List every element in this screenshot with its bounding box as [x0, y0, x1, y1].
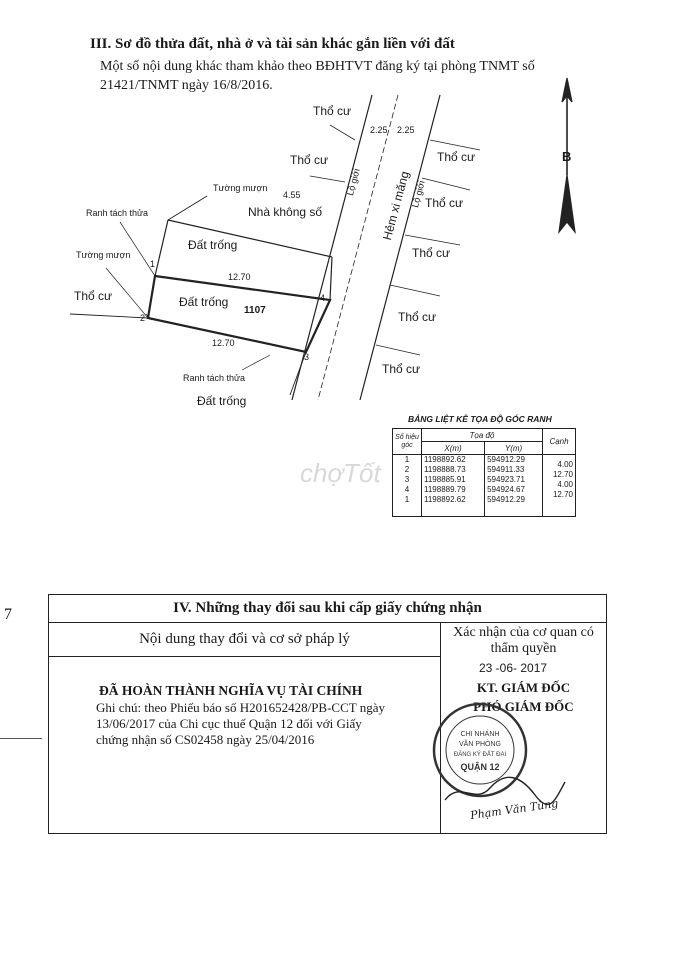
section3-title: III. Sơ đồ thửa đất, nhà ở và tài sản khác gắn liền với đất — [90, 36, 455, 52]
margin-rule — [0, 738, 42, 739]
coord-header-so-hieu: Số hiệu góc — [393, 429, 422, 455]
coord-header-x: X(m) — [422, 442, 485, 455]
label-nha-khong-so: Nhà không số — [248, 205, 323, 219]
stamp-line: VĂN PHÒNG — [458, 741, 502, 748]
label-ranh-tach-thua-bottom: Ranh tách thửa — [183, 373, 246, 383]
coord-row-id: 1 — [404, 455, 410, 464]
coord-row-id: 4 — [404, 485, 410, 494]
coord-table-title: BẢNG LIỆT KÊ TỌA ĐỘ GÓC RANH — [408, 414, 552, 424]
coord-table — [392, 428, 576, 517]
section3-note: Một số nội dung khác tham khảo theo BĐHTVT đăng ký tại phòng TNMT số 21421/TNMT ngày 16/8/2016. — [100, 59, 535, 93]
label-tho-cu-1: Thổ cư — [313, 104, 352, 118]
label-ranh-tach-thua-top: Ranh tách thửa — [86, 208, 149, 218]
coord-row-x: 1198888.73 — [424, 465, 466, 474]
pho-giam-doc: PHÓ GIÁM ĐỐC — [473, 699, 574, 714]
coord-edge: 4.00 — [557, 460, 573, 469]
finance-note: Ghi chú: theo Phiếu báo số H201652428/PB-CCT ngày 13/06/2017 của Chi cục thuế Quận 12 đối với Giấy chứng nhận số CS02458 ngày 25/04/2016 — [96, 700, 386, 747]
coord-row-y: 594912.29 — [487, 495, 525, 504]
label-hem-xi-mang: Hẻm xi măng — [380, 169, 412, 242]
coord-row-y: 594911.33 — [487, 465, 525, 474]
watermark-logo: chợTốt — [300, 458, 381, 488]
margin-mark: 7 — [4, 606, 12, 623]
corner-2: 2 — [140, 313, 146, 323]
coord-row-x: 1198892.62 — [424, 455, 466, 464]
coord-row-x: 1198892.62 — [424, 495, 466, 504]
coord-row-x: 1198889.79 — [424, 485, 466, 494]
coord-row-y: 594924.67 — [487, 485, 525, 494]
section4-col1-header: Nội dung thay đổi và cơ sở pháp lý — [49, 623, 441, 657]
coord-header-y: Y(m) — [485, 442, 543, 455]
coord-header-toa-do: Tọa độ — [422, 429, 543, 442]
coord-row-id: 3 — [404, 475, 410, 484]
label-lo-gioi-left: Lộ giới — [345, 167, 362, 197]
label-tho-cu-3: Thổ cư — [437, 150, 476, 164]
label-dim-4-55: 4.55 — [283, 190, 301, 200]
corner-1: 1 — [150, 259, 156, 269]
stamp-line: CHI NHÁNH — [460, 731, 500, 738]
stamp-line: QUẬN 12 — [460, 762, 500, 772]
section4-col2-header: Xác nhận của cơ quan có thẩm quyền — [453, 625, 594, 656]
coord-row-y: 594923.71 — [487, 475, 525, 484]
label-tho-cu-8: Thổ cư — [74, 289, 113, 303]
parcel-number: 1107 — [244, 305, 266, 316]
label-tuong-muon-top: Tường mượn — [213, 183, 268, 193]
coord-edge: 4.00 — [557, 480, 573, 489]
label-tuong-muon-left: Tường mượn — [76, 250, 131, 260]
coord-edge: 12.70 — [552, 490, 573, 499]
section4-title: IV. Những thay đổi sau khi cấp giấy chứng nhận — [49, 595, 606, 623]
label-dim-12-70-top: 12.70 — [228, 272, 251, 282]
label-dim-2-25-left: 2.25 — [370, 125, 388, 135]
label-tho-cu-7: Thổ cư — [382, 362, 421, 376]
label-tho-cu-4: Thổ cư — [425, 196, 464, 210]
corner-3: 3 — [304, 352, 310, 362]
stamp-line: ĐĂNG KÝ ĐẤT ĐAI — [453, 752, 507, 758]
finance-title: ĐÃ HOÀN THÀNH NGHĨA VỤ TÀI CHÍNH — [99, 683, 363, 698]
label-dim-12-70-bottom: 12.70 — [212, 338, 235, 348]
coord-row-y: 594912.29 — [487, 455, 525, 464]
coord-row-x: 1198885.91 — [424, 475, 466, 484]
label-lo-gioi-right: Lộ giới — [410, 179, 427, 209]
label-dat-trong-bottom: Đất trống — [197, 394, 247, 408]
north-label: B — [562, 149, 572, 164]
coord-edge: 12.70 — [552, 470, 573, 479]
label-dim-2-25-right: 2.25 — [397, 125, 415, 135]
label-tho-cu-6: Thổ cư — [398, 310, 437, 324]
coord-row-id: 2 — [404, 465, 410, 474]
coord-header-canh: Cạnh — [543, 429, 576, 455]
approval-date: 23 -06- 2017 — [479, 661, 548, 675]
label-tho-cu-5: Thổ cư — [412, 246, 451, 260]
kt-giam-doc: KT. GIÁM ĐỐC — [476, 680, 571, 695]
label-dat-trong-parcel: Đất trống — [179, 295, 229, 309]
signer-name: Phạm Văn Tùng — [469, 796, 560, 823]
label-tho-cu-2: Thổ cư — [290, 153, 329, 167]
corner-4: 4 — [320, 293, 326, 303]
label-dat-trong-top: Đất trống — [188, 238, 238, 252]
coord-row-id: 1 — [404, 495, 410, 504]
